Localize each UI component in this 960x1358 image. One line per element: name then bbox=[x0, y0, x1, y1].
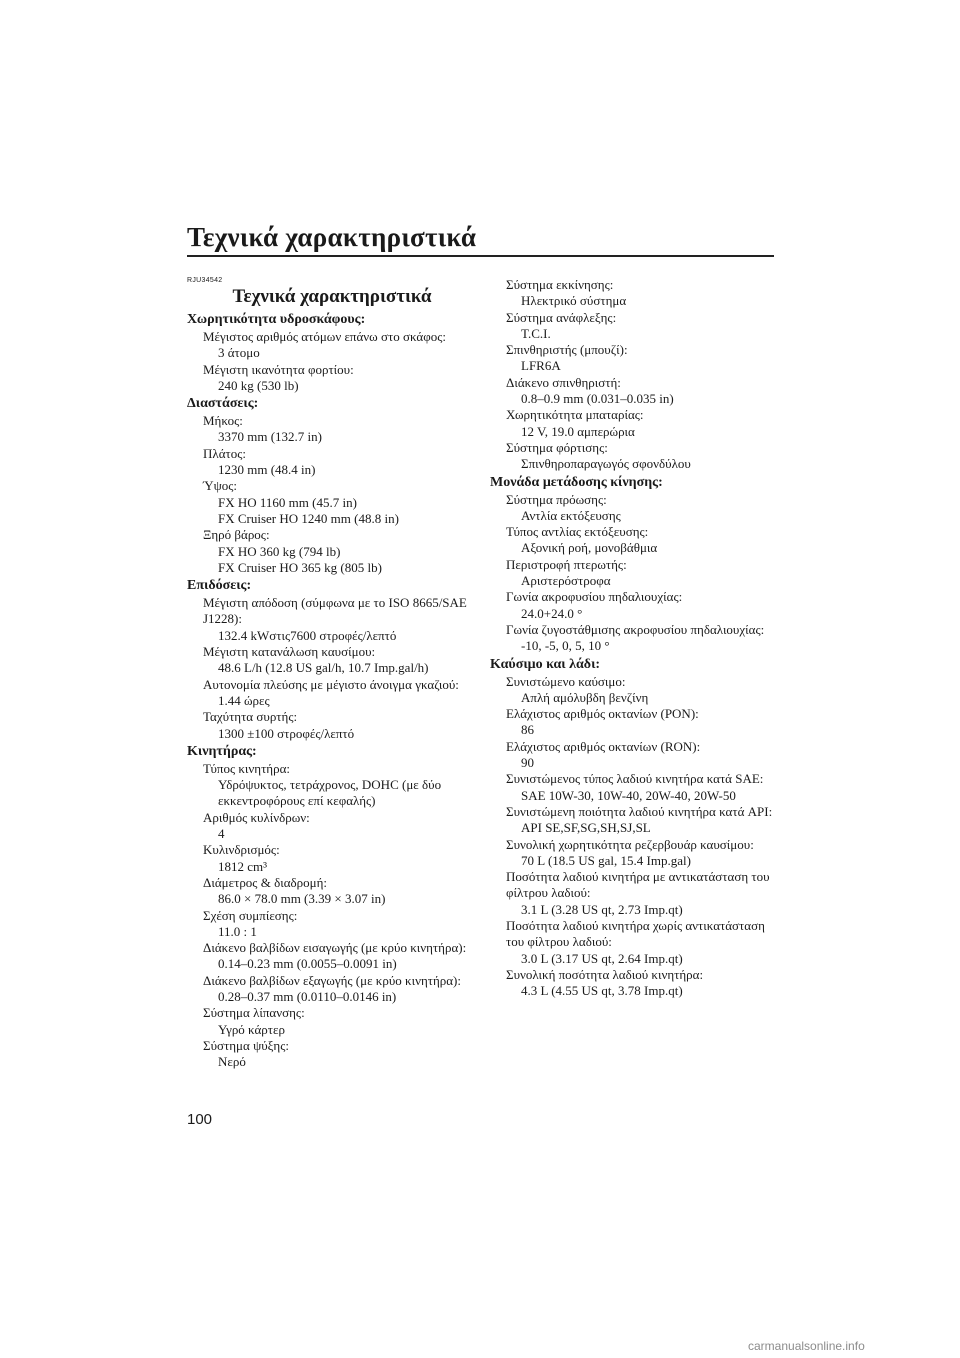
spec-value: 11.0 : 1 bbox=[218, 923, 257, 939]
spec-label: Αριθμός κυλίνδρων: bbox=[203, 809, 310, 825]
spec-value: 90 bbox=[521, 755, 534, 771]
spec-item bbox=[490, 492, 780, 525]
spec-value: 12 V, 19.0 αμπερώρια bbox=[521, 423, 635, 439]
spec-value: T.C.I. bbox=[521, 325, 551, 341]
section-title: Τεχνικά χαρακτηριστικά bbox=[232, 286, 432, 307]
spec-item bbox=[490, 918, 780, 967]
spec-value: LFR6A bbox=[521, 358, 561, 374]
spec-group bbox=[187, 577, 477, 742]
spec-item bbox=[187, 761, 477, 810]
spec-value: 132.4 kWστις7600 στροφές/λεπτό bbox=[218, 627, 397, 643]
spec-item bbox=[490, 622, 780, 655]
spec-item bbox=[490, 739, 780, 772]
spec-item bbox=[187, 329, 477, 362]
spec-item bbox=[490, 589, 780, 622]
spec-group bbox=[187, 311, 477, 394]
spec-item bbox=[187, 1038, 477, 1071]
spec-value: API SE,SF,SG,SH,SJ,SL bbox=[521, 820, 651, 836]
left-column bbox=[187, 276, 477, 1070]
spec-item bbox=[187, 677, 477, 710]
spec-value: FX HO 1160 mm (45.7 in) bbox=[218, 494, 357, 510]
spec-value: Υδρόψυκτος, τετράχρονος, DOHC (με δύο εκκεντροφόρους επί κεφαλής) bbox=[218, 777, 442, 809]
spec-item bbox=[187, 413, 477, 446]
watermark: carmanualsonline.info bbox=[748, 1339, 865, 1353]
spec-value: 0.14–0.23 mm (0.0055–0.0091 in) bbox=[218, 956, 397, 972]
spec-item bbox=[490, 277, 780, 310]
spec-value: 86 bbox=[521, 722, 534, 738]
spec-label: Σύστημα ψύξης: bbox=[203, 1037, 289, 1053]
spec-value: FX Cruiser HO 365 kg (805 lb) bbox=[218, 559, 382, 575]
spec-value: FX HO 360 kg (794 lb) bbox=[218, 543, 341, 559]
spec-item bbox=[490, 524, 780, 557]
spec-value: 240 kg (530 lb) bbox=[218, 377, 299, 393]
spec-value: 4.3 L (4.55 US qt, 3.78 Imp.qt) bbox=[521, 983, 683, 999]
spec-value: FX Cruiser HO 1240 mm (48.8 in) bbox=[218, 510, 399, 526]
spec-item bbox=[490, 771, 780, 804]
spec-group-title: Μονάδα μετάδοσης κίνησης: bbox=[490, 474, 663, 490]
spec-item bbox=[490, 804, 780, 837]
spec-item bbox=[490, 869, 780, 918]
spec-value: SAE 10W-30, 10W-40, 20W-40, 20W-50 bbox=[521, 787, 736, 803]
page-header-title: Τεχνικά χαρακτηριστικά bbox=[187, 222, 477, 252]
spec-value: Αξονική ροή, μονοβάθμια bbox=[521, 540, 658, 556]
spec-label: Σύστημα φόρτισης: bbox=[506, 439, 608, 455]
spec-label: Τύπος κινητήρα: bbox=[203, 760, 291, 776]
spec-value: 70 L (18.5 US gal, 15.4 Imp.gal) bbox=[521, 852, 691, 868]
right-column bbox=[490, 277, 780, 999]
spec-value: Υγρό κάρτερ bbox=[218, 1021, 285, 1037]
spec-label: Κυλινδρισμός: bbox=[203, 842, 280, 858]
spec-label: Σύστημα ανάφλεξης: bbox=[506, 309, 617, 325]
spec-item bbox=[187, 940, 477, 973]
spec-item bbox=[187, 446, 477, 479]
spec-item bbox=[187, 478, 477, 527]
spec-item bbox=[490, 706, 780, 739]
spec-group bbox=[187, 395, 477, 576]
spec-label: Συνιστώμενος τύπος λαδιού κινητήρα κατά SAE: bbox=[506, 771, 764, 787]
spec-group bbox=[490, 474, 780, 655]
spec-label: Σύστημα πρόωσης: bbox=[506, 491, 607, 507]
spec-label: Σύστημα εκκίνησης: bbox=[506, 277, 614, 292]
spec-group-title: Επιδόσεις: bbox=[187, 578, 252, 594]
spec-item bbox=[187, 1005, 477, 1038]
spec-group-title: Διαστάσεις: bbox=[187, 396, 259, 412]
spec-label: Διάκενο βαλβίδων εισαγωγής (με κρύο κινητήρα): bbox=[203, 940, 467, 956]
page-header bbox=[187, 222, 774, 257]
spec-label: Χωρητικότητα μπαταρίας: bbox=[506, 407, 644, 423]
spec-item bbox=[490, 440, 780, 473]
page-number: 100 bbox=[187, 1111, 213, 1128]
spec-item bbox=[490, 310, 780, 343]
spec-item bbox=[490, 375, 780, 408]
spec-label: Σπινθηριστής (μπουζί): bbox=[506, 342, 628, 358]
spec-label: Γωνία ζυγοστάθμισης ακροφυσίου πηδαλιουχίας: bbox=[506, 621, 765, 637]
spec-label: Περιστροφή πτερωτής: bbox=[506, 556, 627, 572]
spec-label: Συνιστώμενη ποιότητα λαδιού κινητήρα κατά API: bbox=[506, 803, 773, 819]
left-spec-groups bbox=[187, 311, 477, 1070]
spec-value: 0.28–0.37 mm (0.0110–0.0146 in) bbox=[218, 988, 397, 1004]
spec-value: Αντλία εκτόξευσης bbox=[521, 507, 621, 523]
spec-value: 1812 cm³ bbox=[218, 858, 268, 874]
spec-group-title: Χωρητικότητα υδροσκάφους: bbox=[187, 312, 366, 327]
spec-item bbox=[490, 674, 780, 707]
spec-label: Διάμετρος & διαδρομή: bbox=[203, 874, 327, 890]
section-code: RJU34542 bbox=[187, 277, 223, 284]
spec-group bbox=[490, 656, 780, 1000]
spec-label: Μέγιστη κατανάλωση καυσίμου: bbox=[203, 644, 376, 660]
spec-value: 3370 mm (132.7 in) bbox=[218, 429, 322, 445]
spec-label: Πλάτος: bbox=[203, 445, 246, 461]
spec-label: Συνολική χωρητικότητα ρεζερβουάρ καυσίμου: bbox=[506, 836, 754, 852]
right-spec-continued bbox=[490, 277, 780, 473]
spec-group-title: Καύσιμο και λάδι: bbox=[490, 656, 601, 672]
spec-item bbox=[187, 973, 477, 1006]
spec-item bbox=[187, 527, 477, 576]
spec-label: Συνιστώμενο καύσιμο: bbox=[506, 673, 626, 689]
spec-label: Συνολική ποσότητα λαδιού κινητήρα: bbox=[506, 966, 704, 982]
spec-value: Νερό bbox=[218, 1054, 246, 1070]
spec-label: Ύψος: bbox=[203, 478, 238, 494]
spec-item bbox=[490, 557, 780, 590]
spec-label: Διάκενο σπινθηριστή: bbox=[506, 374, 621, 390]
spec-label: Γωνία ακροφυσίου πηδαλιουχίας: bbox=[506, 589, 683, 605]
spec-label: Σχέση συμπίεσης: bbox=[203, 907, 298, 923]
spec-item bbox=[187, 595, 477, 644]
spec-value: 3.1 L (3.28 US qt, 2.73 Imp.qt) bbox=[521, 901, 683, 917]
spec-label: Μέγιστη ικανότητα φορτίου: bbox=[203, 361, 354, 377]
spec-label: Ελάχιστος αριθμός οκτανίων (RON): bbox=[506, 738, 701, 754]
spec-item bbox=[490, 837, 780, 870]
spec-value: Ηλεκτρικό σύστημα bbox=[521, 293, 627, 309]
spec-item bbox=[187, 908, 477, 941]
spec-item bbox=[187, 810, 477, 843]
spec-value: 0.8–0.9 mm (0.031–0.035 in) bbox=[521, 391, 674, 407]
spec-label: Αυτονομία πλεύσης με μέγιστο άνοιγμα γκαζιού: bbox=[203, 676, 459, 692]
spec-label: Ποσότητα λαδιού κινητήρα με αντικατάσταση του φίλτρου λαδιού: bbox=[506, 869, 770, 901]
spec-group-title: Κινητήρας: bbox=[187, 743, 257, 759]
spec-label: Ποσότητα λαδιού κινητήρα χωρίς αντικατάσταση του φίλτρου λαδιού: bbox=[506, 917, 765, 950]
spec-value: 24.0+24.0 ° bbox=[521, 605, 583, 621]
spec-value: Αριστερόστροφα bbox=[521, 573, 611, 589]
spec-value: 4 bbox=[218, 826, 225, 842]
spec-label: Μέγιστη απόδοση (σύμφωνα με το ISO 8665/SAE J1228): bbox=[203, 595, 467, 627]
spec-value: 3.0 L (3.17 US qt, 2.64 Imp.qt) bbox=[521, 950, 683, 966]
spec-item bbox=[490, 342, 780, 375]
spec-label: Ελάχιστος αριθμός οκτανίων (PON): bbox=[506, 706, 699, 722]
spec-item bbox=[187, 875, 477, 908]
right-spec-groups bbox=[490, 474, 780, 1000]
spec-label: Ταχύτητα συρτής: bbox=[203, 709, 298, 725]
spec-label: Τύπος αντλίας εκτόξευσης: bbox=[506, 524, 649, 540]
spec-item bbox=[187, 644, 477, 677]
spec-label: Ξηρό βάρος: bbox=[203, 527, 270, 543]
spec-value: 1300 ±100 στροφές/λεπτό bbox=[218, 725, 355, 741]
spec-item bbox=[187, 709, 477, 742]
spec-value: 1230 mm (48.4 in) bbox=[218, 462, 316, 478]
spec-item bbox=[490, 407, 780, 440]
spec-value: 1.44 ώρες bbox=[218, 692, 270, 708]
spec-value: 86.0 × 78.0 mm (3.39 × 3.07 in) bbox=[218, 891, 386, 907]
spec-label: Μέγιστος αριθμός ατόμων επάνω στο σκάφος: bbox=[203, 329, 446, 344]
spec-item bbox=[187, 842, 477, 875]
spec-value: -10, -5, 0, 5, 10 ° bbox=[521, 638, 610, 654]
spec-value: Απλή αμόλυβδη βενζίνη bbox=[521, 689, 649, 705]
spec-label: Σύστημα λίπανσης: bbox=[203, 1005, 305, 1021]
spec-value: 48.6 L/h (12.8 US gal/h, 10.7 Imp.gal/h) bbox=[218, 660, 429, 676]
spec-item bbox=[490, 967, 780, 1000]
spec-value: Σπινθηροπαραγωγός σφονδύλου bbox=[521, 456, 691, 472]
spec-group bbox=[187, 743, 477, 1071]
spec-item bbox=[187, 362, 477, 395]
spec-value: 3 άτομο bbox=[218, 345, 260, 361]
spec-label: Μήκος: bbox=[203, 413, 243, 429]
spec-label: Διάκενο βαλβίδων εξαγωγής (με κρύο κινητήρα): bbox=[203, 972, 462, 988]
